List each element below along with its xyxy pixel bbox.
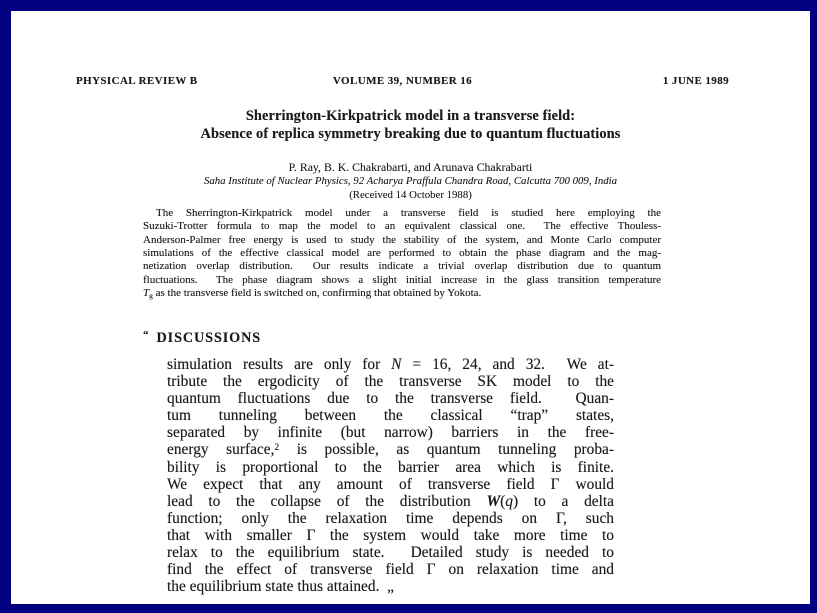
body-line: We expect that any amount of transverse field Γ would xyxy=(167,475,614,493)
journal-name: PHYSICAL REVIEW B xyxy=(76,75,198,87)
body-column xyxy=(167,356,614,595)
abstract-line: fluctuations. The phase diagram shows a slight initial increase in the glass transition temperature xyxy=(143,273,661,286)
body-line: separated by infinite (but narrow) barriers in the free- xyxy=(167,424,614,442)
affiliation-line: Saha Institute of Nuclear Physics, 92 Acharya Praffula Chandra Road, Calcutta 700 009, India xyxy=(203,175,618,187)
body-line: energy surface,$^2$ is possible, as quantum tunneling proba- xyxy=(167,441,614,459)
abstract-line: Suzuki-Trotter formula to map the model to an equivalent classical one. The effective Thouless- xyxy=(143,220,661,233)
abstract-line: simulations of the effective classical model are performed to obtain the phase diagram and the mag- xyxy=(143,247,661,260)
excerpt-open-quote-mark: “ xyxy=(143,329,149,341)
body-line: bility is proportional to the barrier area which is finite. xyxy=(167,458,614,476)
issue-date: 1 JUNE 1989 xyxy=(662,75,729,87)
body-line: relax to the equilibrium state. Detailed study is needed to xyxy=(167,544,614,562)
section-heading-discussions xyxy=(143,330,261,347)
received-date: (Received 14 October 1988) xyxy=(349,189,472,201)
authors-line: P. Ray, B. K. Chakrabarti, and Arunava Chakrabarti xyxy=(288,160,533,174)
section-heading-text: DISCUSSIONS xyxy=(156,330,262,346)
abstract xyxy=(143,207,661,300)
paper-title-line-2: Absence of replica symmetry breaking due to quantum fluctuations xyxy=(200,125,621,142)
paper-title xyxy=(11,108,810,143)
body-line: the equilibrium state thus attained. „ xyxy=(167,578,394,596)
abstract-line: netization overlap distribution. Our results indicate a trivial overlap distribution due to quantum xyxy=(143,260,661,273)
paper-page xyxy=(11,11,810,604)
body-line: find the effect of transverse field Γ on relaxation time and xyxy=(167,561,614,579)
abstract-line: Anderson-Palmer free energy is used to study the stability of the system, and Monte Carlo computer xyxy=(143,233,661,246)
body-line: function; only the relaxation time depends on Γ, such xyxy=(167,509,614,527)
body-line: simulation results are only for N = 16, 24, and 32. We at- xyxy=(167,356,614,373)
journal-header xyxy=(76,75,729,87)
body-line: that with smaller Γ the system would take more time to xyxy=(167,526,614,544)
abstract-line: The Sherrington-Kirkpatrick model under a transverse field is studied here employing the xyxy=(156,207,661,219)
paper-title-line-1: Sherrington-Kirkpatrick model in a transverse field: xyxy=(245,108,576,124)
body-line: tribute the ergodicity of the transverse SK model to the xyxy=(167,373,614,391)
abstract-line: $T_g$ as the transverse field is switched on, confirming that obtained by Yokota. xyxy=(143,287,482,300)
body-line: quantum fluctuations due to the transverse field. Quan- xyxy=(167,390,614,408)
body-line: lead to the collapse of the distribution W(q) to a delta xyxy=(167,492,614,510)
body-line: tum tunneling between the classical “trap” states, xyxy=(167,407,614,425)
volume-issue: VOLUME 39, NUMBER 16 xyxy=(332,75,473,87)
